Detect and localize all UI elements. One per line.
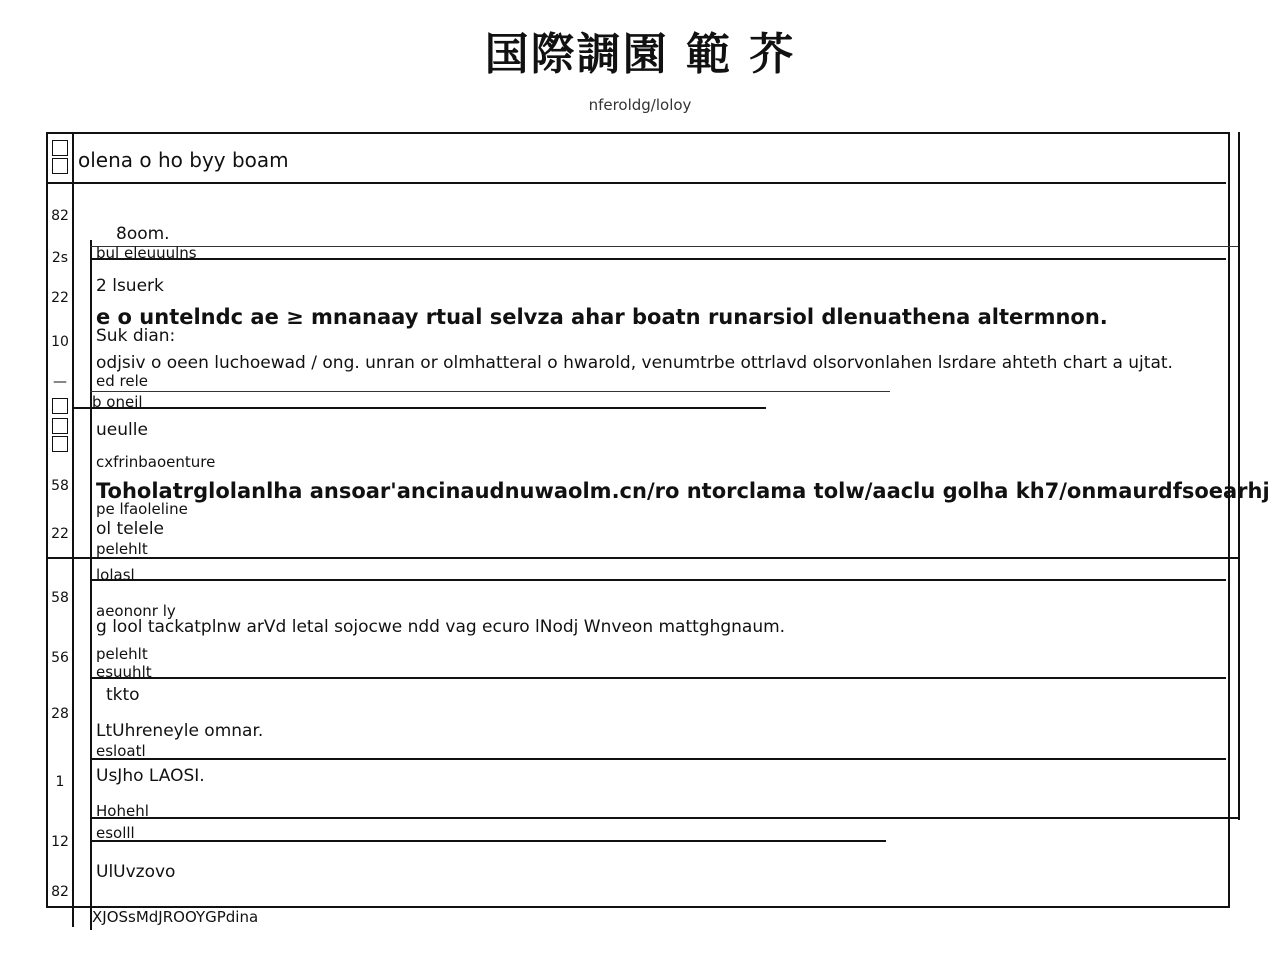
table-cell: e o untelndc ae ≥ mnanaay rtual selvza ahar boatn runarsiol dlenuathena altermnon.	[96, 305, 1108, 329]
table-cell: UsJho LAOSI.	[96, 766, 205, 786]
row-divider	[90, 677, 1226, 679]
row-divider	[90, 246, 1238, 247]
table-cell: aeononr ly	[96, 602, 176, 620]
row-number: 1	[55, 774, 65, 790]
row-number: 82	[51, 208, 69, 224]
table-cell: Toholatrglolanlha ansoar'ancinaudnuwaolm.cn/ro ntorclama tolw/aaclu golha kh7/onmaurdfsoearhj	[96, 479, 1270, 503]
table-cell: esloatl	[96, 742, 146, 760]
table-cell: bul eleuuulns	[96, 244, 197, 262]
row-divider	[90, 579, 1226, 581]
row-marker-icon	[52, 140, 68, 156]
row-marker-icon	[52, 436, 68, 452]
row-divider	[90, 840, 886, 842]
table-cell: UlUvzovo	[96, 862, 176, 882]
row-marker-icon	[52, 158, 68, 174]
inner-divider	[90, 240, 92, 930]
row-number: 22	[51, 526, 69, 542]
table-cell: lolasl	[96, 566, 135, 584]
table-cell: b oneil	[92, 393, 143, 411]
table-cell: cxfrinbaoenture	[96, 453, 216, 471]
table-header-label: olena o ho byy boam	[78, 148, 289, 172]
row-number: 12	[51, 834, 69, 850]
table-cell: pelehlt	[96, 645, 148, 663]
row-number: —	[53, 374, 67, 390]
header-divider	[48, 182, 1226, 184]
table-cell: odjsiv o oeen luchoewad / ong. unran or olmhatteral o hwarold, venumtrbe ottrlavd olsorvonlahen lsrdare ahteth chart a ujtat.	[96, 353, 1173, 373]
document-subtitle: nferoldg/loloy	[588, 96, 692, 114]
row-divider	[90, 758, 1226, 760]
table-cell: ed rele	[96, 372, 148, 390]
table-cell: Suk dian:	[96, 326, 176, 346]
row-number: 2s	[51, 250, 69, 266]
row-marker-icon	[52, 398, 68, 414]
row-number: 82	[51, 884, 69, 900]
row-divider	[90, 258, 1226, 260]
row-divider	[90, 391, 890, 392]
table-cell: pelehlt	[96, 540, 148, 558]
table-cell: g lool tackatplnw arVd letal sojocwe ndd vag ecuro lNodj Wnveon mattghgnaum.	[96, 617, 786, 637]
row-number: 10	[51, 334, 69, 350]
document-title: 国際調園 範 芥	[484, 29, 796, 80]
row-marker-icon	[52, 418, 68, 434]
row-number: 22	[51, 290, 69, 306]
table-cell: esolll	[96, 824, 135, 842]
table-right-edge	[1238, 132, 1240, 820]
table-cell: 8oom.	[116, 224, 170, 244]
table-cell: 2 lsuerk	[96, 276, 164, 296]
row-number: 58	[51, 478, 69, 494]
table-frame	[46, 132, 1230, 908]
table-cell: ueulle	[96, 420, 148, 440]
row-divider	[72, 407, 766, 409]
table-cell: esuuhlt	[96, 663, 152, 681]
row-divider	[46, 557, 1240, 559]
table-cell: Hohehl	[96, 802, 149, 820]
row-number: 56	[51, 650, 69, 666]
table-cell: tkto	[106, 685, 140, 705]
table-cell: LtUhreneyle omnar.	[96, 721, 264, 741]
row-divider	[90, 817, 1240, 819]
table-cell: XJOSsMdJROOYGPdina	[92, 908, 259, 926]
table-cell: ol telele	[96, 519, 165, 539]
table-cell: pe lfaoleline	[96, 500, 188, 518]
row-number: 28	[51, 706, 69, 722]
row-number: 58	[51, 590, 69, 606]
